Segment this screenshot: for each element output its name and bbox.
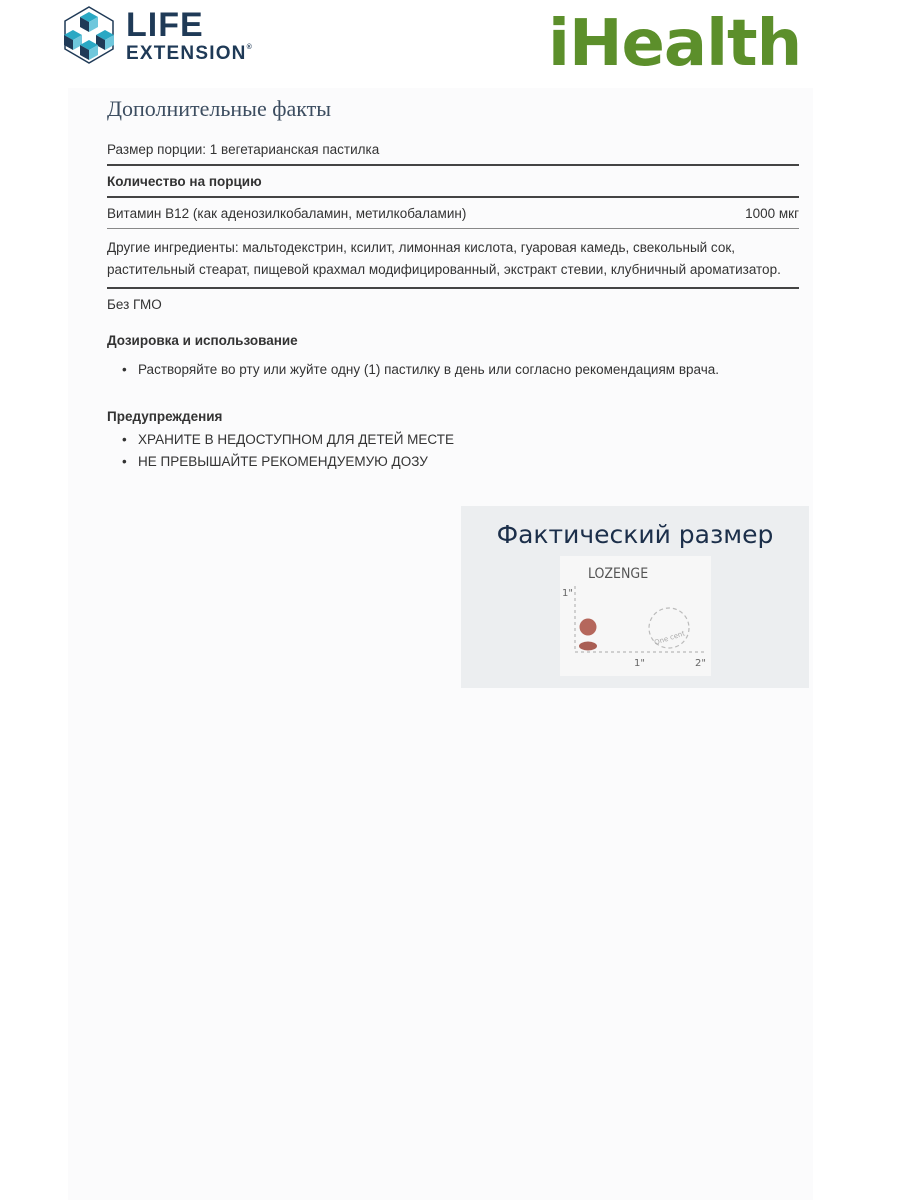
lozenge-size-card: [560, 556, 711, 676]
actual-size-panel: [461, 506, 809, 688]
brand-line-1: LIFE: [126, 5, 204, 44]
dosage-list: [107, 362, 799, 377]
supplement-facts: [107, 96, 799, 473]
list-item: • Растворяйте во рту или жуйте одну (1) пастилку в день или согласно рекомендациям врача.: [107, 362, 799, 377]
life-extension-wordmark: [126, 5, 253, 64]
actual-size-title: Фактический размер: [496, 520, 774, 549]
serving-size-row: [107, 142, 799, 164]
lozenge-top-view: [580, 619, 597, 636]
non-gmo-label: Без ГМО: [107, 297, 162, 312]
lozenge-side-view: [579, 642, 597, 651]
list-item: • НЕ ПРЕВЫШАЙТЕ РЕКОМЕНДУЕМУЮ ДОЗУ: [107, 451, 799, 473]
tick-y-label: 1": [562, 588, 573, 599]
nutrient-amount: 1000 мкг: [745, 206, 799, 221]
facts-heading: Дополнительные факты: [107, 96, 332, 121]
ihealth-logo: iHealth: [548, 7, 802, 81]
tick-x1-label: 1": [634, 658, 645, 669]
serving-size: Размер порции: 1 вегетарианская пастилка: [107, 142, 380, 157]
size-diagram: [560, 556, 711, 676]
dosage-title: Дозировка и использование: [107, 333, 298, 348]
brand-line-2-text: EXTENSION: [126, 42, 247, 64]
list-item: • ХРАНИТЕ В НЕДОСТУПНОМ ДЛЯ ДЕТЕЙ МЕСТЕ: [107, 429, 799, 451]
nutrient-name: Витамин B12 (как аденозилкобаламин, метилкобаламин): [107, 206, 467, 221]
registered-mark: ®: [246, 43, 253, 51]
amount-per-serving-label: Количество на порцию: [107, 174, 262, 189]
lozenge-label: LOZENGE: [588, 566, 649, 582]
life-extension-logo: [58, 2, 253, 68]
warnings-title: Предупреждения: [107, 409, 223, 424]
hexagon-cubes-icon: [58, 4, 120, 66]
other-ingredients: Другие ингредиенты: мальтодекстрин, ксилит, лимонная кислота, гуаровая камедь, свекольный сок, растительный стеарат, пищевой крахмал модифицированный, экстракт стевии, клубничный ароматизатор.: [107, 240, 781, 277]
tick-x2-label: 2": [695, 658, 706, 669]
nutrient-row: [107, 198, 799, 228]
coin-label: One cent: [653, 629, 686, 647]
brand-line-2: [126, 44, 253, 63]
amount-header-row: [107, 166, 799, 196]
warnings-list: [107, 429, 799, 473]
